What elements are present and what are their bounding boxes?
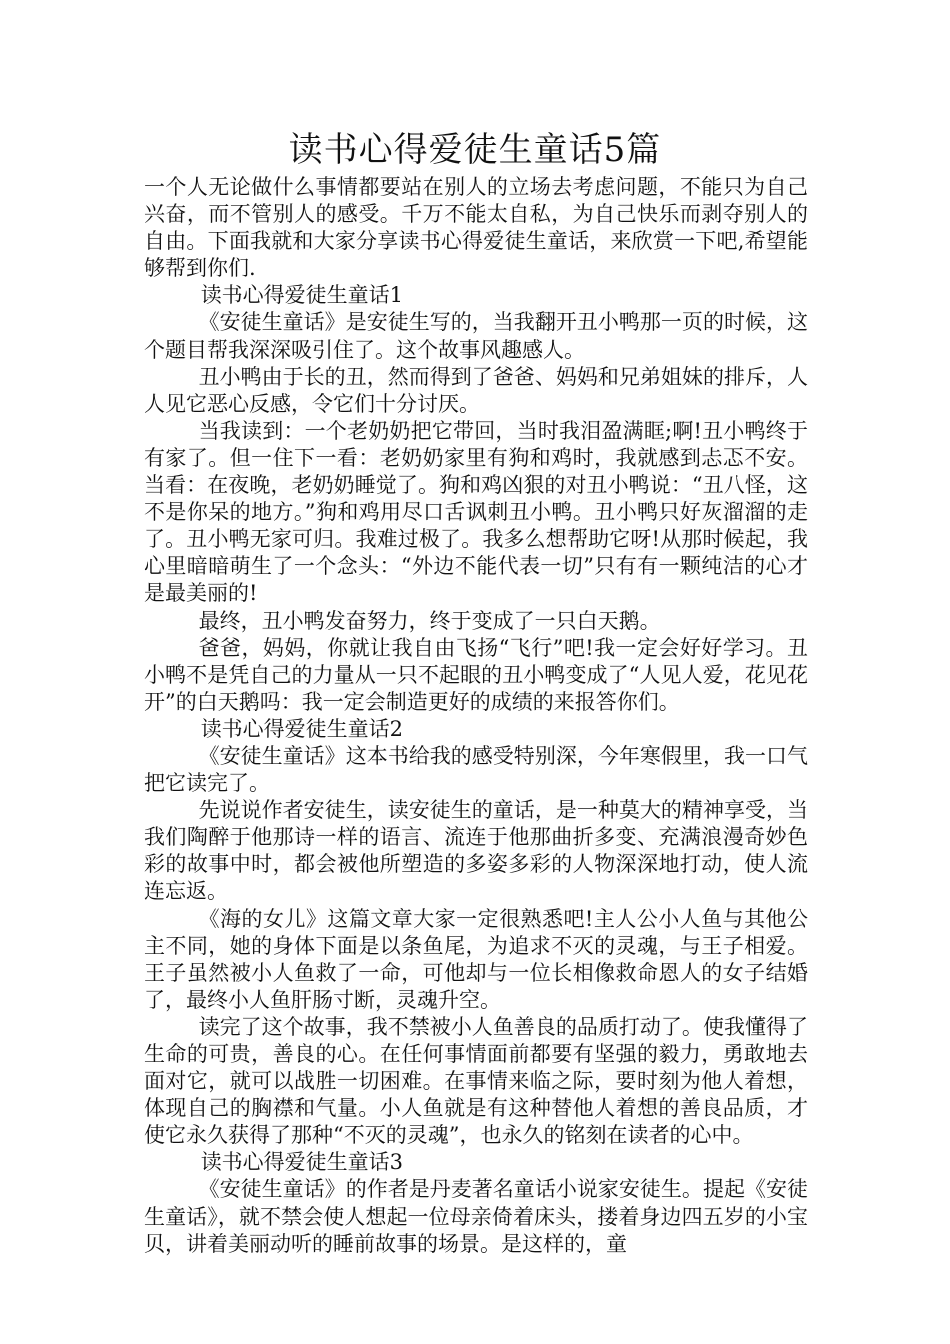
paragraph: 先说说作者安徒生，读安徒生的童话，是一种莫大的精神享受，当我们陶醉于他那诗一样的语言、流连于他那曲折多变、充满浪漫奇妙色彩的故事中时，都会被他所塑造的多姿多彩的人物深深地打动，使人流连忘返。 (144, 798, 808, 904)
paragraph: 《安徒生童话》这本书给我的感受特别深，今年寒假里，我一口气把它读完了。 (144, 743, 808, 796)
document-title: 读书心得爱徒生童话5篇 (288, 130, 662, 170)
section-heading-3: 读书心得爱徒生童话3 (200, 1150, 404, 1175)
paragraph: 爸爸，妈妈，你就让我自由飞扬“飞行”吧!我一定会好好学习。丑小鸭不是凭自己的力量从一只不起眼的丑小鸭变成了“人见人爱，花见花开”的白天鹅吗：我一定会制造更好的成绩的来报答你们。 (144, 635, 808, 714)
paragraph: 最终，丑小鸭发奋努力，终于变成了一只白天鹅。 (198, 608, 661, 633)
section-heading-1: 读书心得爱徒生童话1 (200, 283, 404, 308)
paragraph: 《安徒生童话》的作者是丹麦著名童话小说家安徒生。提起《安徒生童话》，就不禁会使人想起一位母亲倚着床头，搂着身边四五岁的小宝贝，讲着美丽动听的睡前故事的场景。是这样的，童 (144, 1177, 808, 1256)
paragraph: 读完了这个故事，我不禁被小人鱼善良的品质打动了。使我懂得了生命的可贵，善良的心。在任何事情面前都要有坚强的毅力，勇敢地去面对它，就可以战胜一切困难。在事情来临之际，要时刻为他人着想，体现自己的胸襟和气量。小人鱼就是有这种替他人着想的善良品质，才使它永久获得了那种“不灭的灵魂”，也永久的铭刻在读者的心中。 (144, 1014, 808, 1148)
paragraph: 当我读到：一个老奶奶把它带回，当时我泪盈满眶;啊!丑小鸭终于有家了。但一住下一看：老奶奶家里有狗和鸡时，我就感到忐忑不安。当看：在夜晚，老奶奶睡觉了。狗和鸡凶狠的对丑小鸭说：“丑八怪，这不是你呆的地方。”狗和鸡用尽口舌讽刺丑小鸭。丑小鸭只好灰溜溜的走了。丑小鸭无家可归。我难过极了。我多么想帮助它呀!从那时候起，我心里暗暗萌生了一个念头：“外边不能代表一切”只有有一颗纯洁的心才是最美丽的! (144, 418, 808, 606)
section-heading-2: 读书心得爱徒生童话2 (200, 716, 404, 741)
paragraph: 丑小鸭由于长的丑，然而得到了爸爸、妈妈和兄弟姐妹的排斥，人人见它恶心反感，令它们十分讨厌。 (144, 364, 808, 416)
intro-paragraph: 一个人无论做什么事情都要站在别人的立场去考虑问题，不能只为自己兴奋，而不管别人的感受。千万不能太自私，为自己快乐而剥夺别人的自由。下面我就和大家分享读书心得爱徒生童话，来欣赏一下吧,希望能够帮到你们. (144, 175, 808, 281)
document-body (144, 174, 808, 1258)
paragraph: 《安徒生童话》是安徒生写的，当我翻开丑小鸭那一页的时候，这个题目帮我深深吸引住了。这个故事风趣感人。 (144, 310, 808, 362)
paragraph: 《海的女儿》这篇文章大家一定很熟悉吧!主人公小人鱼与其他公主不同，她的身体下面是以条鱼尾，为追求不灭的灵魂，与王子相爱。王子虽然被小人鱼救了一命，可他却与一位长相像救命恩人的女子结婚了，最终小人鱼肝肠寸断，灵魂升空。 (144, 906, 808, 1012)
